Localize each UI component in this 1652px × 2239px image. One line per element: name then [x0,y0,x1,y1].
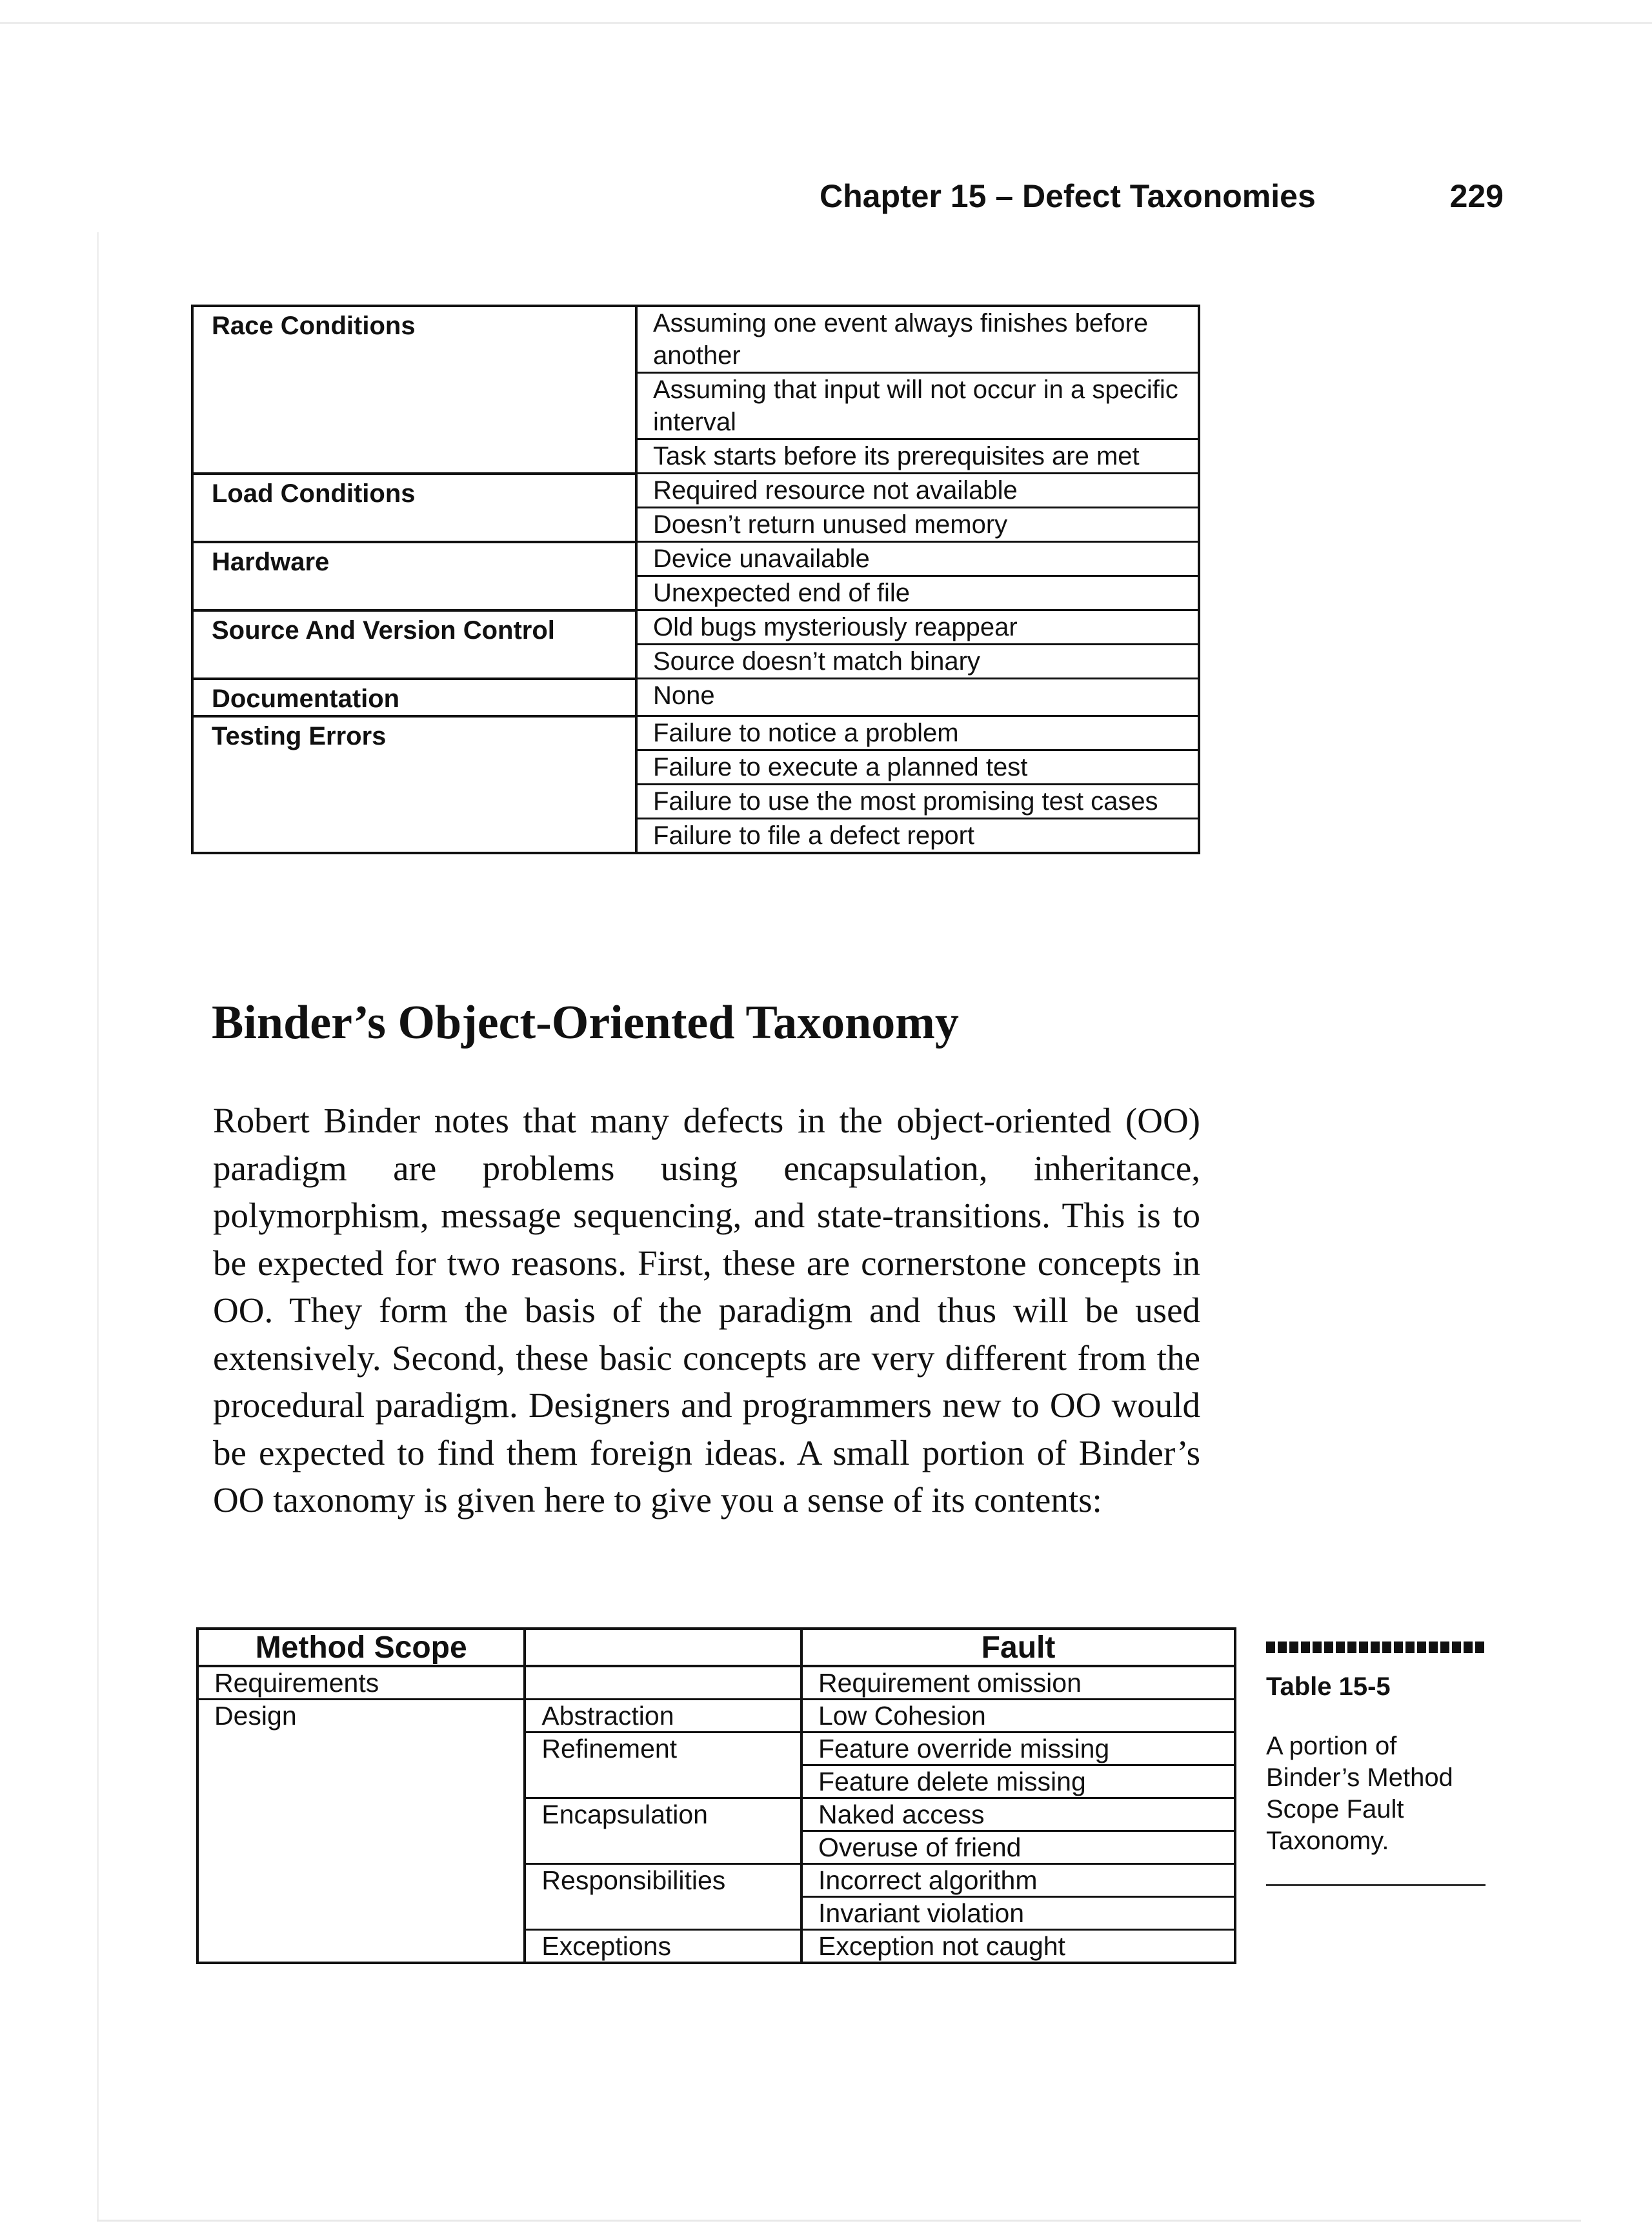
table-header-row [197,1629,1235,1666]
method-scope-cell [197,1798,525,1831]
method-scope-cell [197,1864,525,1897]
table-label: Table 15-5 [1266,1672,1391,1701]
defect-category: Load Conditions [192,474,636,542]
method-scope-cell: Design [197,1700,525,1732]
header-subcategory [525,1629,801,1666]
table-row [197,1798,1235,1831]
fault-cell: Naked access [801,1798,1235,1831]
defect-fault: Required resource not available [636,474,1199,508]
method-scope-cell [197,1732,525,1765]
table-caption-sidebar [1266,1642,1486,1886]
table-row [197,1897,1235,1930]
table-row [197,1864,1235,1897]
defect-fault: Assuming one event always finishes before another [636,306,1199,373]
table-row [197,1765,1235,1798]
defect-category: Documentation [192,679,636,716]
section-heading: Binder’s Object-Oriented Taxonomy [212,996,959,1049]
table-row [197,1831,1235,1864]
defect-fault: Failure to use the most promising test cases [636,785,1199,819]
subcategory-cell [525,1666,801,1700]
header-fault: Fault [801,1629,1235,1666]
subcategory-cell [525,1831,801,1864]
subcategory-cell: Abstraction [525,1700,801,1732]
fault-cell: Feature override missing [801,1732,1235,1765]
fault-cell: Exception not caught [801,1930,1235,1963]
table-row [192,474,1199,508]
method-scope-cell [197,1765,525,1798]
defect-category: Hardware [192,542,636,610]
defect-fault: Task starts before its prerequisites are met [636,439,1199,474]
method-scope-cell [197,1930,525,1963]
table-row [197,1732,1235,1765]
defect-category: Race Conditions [192,306,636,474]
defect-fault: Old bugs mysteriously reappear [636,610,1199,645]
table-row [192,610,1199,645]
chapter-title: Chapter 15 – Defect Taxonomies [820,178,1316,214]
page-edge-top [0,22,1652,24]
defect-fault: Failure to execute a planned test [636,750,1199,785]
table-row [197,1666,1235,1700]
defect-category: Source And Version Control [192,610,636,679]
fault-cell: Requirement omission [801,1666,1235,1700]
subcategory-cell: Responsibilities [525,1864,801,1897]
subcategory-cell [525,1897,801,1930]
page-number: 229 [1449,178,1504,214]
page-edge-left [97,232,99,2220]
subcategory-cell: Encapsulation [525,1798,801,1831]
defect-fault: Failure to notice a problem [636,716,1199,750]
table-row [197,1700,1235,1732]
sidebar-dotted-rule [1266,1642,1486,1653]
fault-cell: Overuse of friend [801,1831,1235,1864]
table-row [192,679,1199,716]
fault-cell: Invariant violation [801,1897,1235,1930]
method-scope-cell: Requirements [197,1666,525,1700]
fault-cell: Incorrect algorithm [801,1864,1235,1897]
defect-fault: Assuming that input will not occur in a specific interval [636,373,1199,439]
defect-taxonomy-table [191,305,1200,854]
method-scope-cell [197,1897,525,1930]
subcategory-cell: Refinement [525,1732,801,1765]
method-scope-cell [197,1831,525,1864]
binder-method-scope-table [196,1627,1236,1964]
body-paragraph: Robert Binder notes that many defects in the object-oriented (OO) paradigm are problems using encapsulation, inheritance, polymorphism, message sequencing, and state-transitions. This is to be expected for two reasons. First, these are cornerstone concepts in OO. They form the basis of the paradigm and thus will be used extensively. Second, these basic concepts are very different from the procedural paradigm. Designers and programmers new to OO would be expected to find them foreign ideas. A small portion of Binder’s OO taxonomy is given here to give you a sense of its contents: [213,1101,1200,1520]
table-row [197,1930,1235,1963]
table-caption: A portion of Binder’s Method Scope Fault Taxonomy. [1266,1732,1453,1855]
fault-cell: Low Cohesion [801,1700,1235,1732]
fault-cell: Feature delete missing [801,1765,1235,1798]
subcategory-cell: Exceptions [525,1930,801,1963]
subcategory-cell [525,1765,801,1798]
defect-category: Testing Errors [192,716,636,854]
defect-fault: Source doesn’t match binary [636,645,1199,679]
header-method-scope: Method Scope [197,1629,525,1666]
defect-fault: None [636,679,1199,716]
table-row [192,542,1199,576]
page-edge-bottom [97,2220,1581,2222]
defect-fault: Doesn’t return unused memory [636,508,1199,542]
table-row [192,716,1199,750]
defect-fault: Device unavailable [636,542,1199,576]
sidebar-rule [1266,1884,1486,1886]
table-row [192,306,1199,373]
defect-fault: Failure to file a defect report [636,819,1199,854]
defect-fault: Unexpected end of file [636,576,1199,610]
